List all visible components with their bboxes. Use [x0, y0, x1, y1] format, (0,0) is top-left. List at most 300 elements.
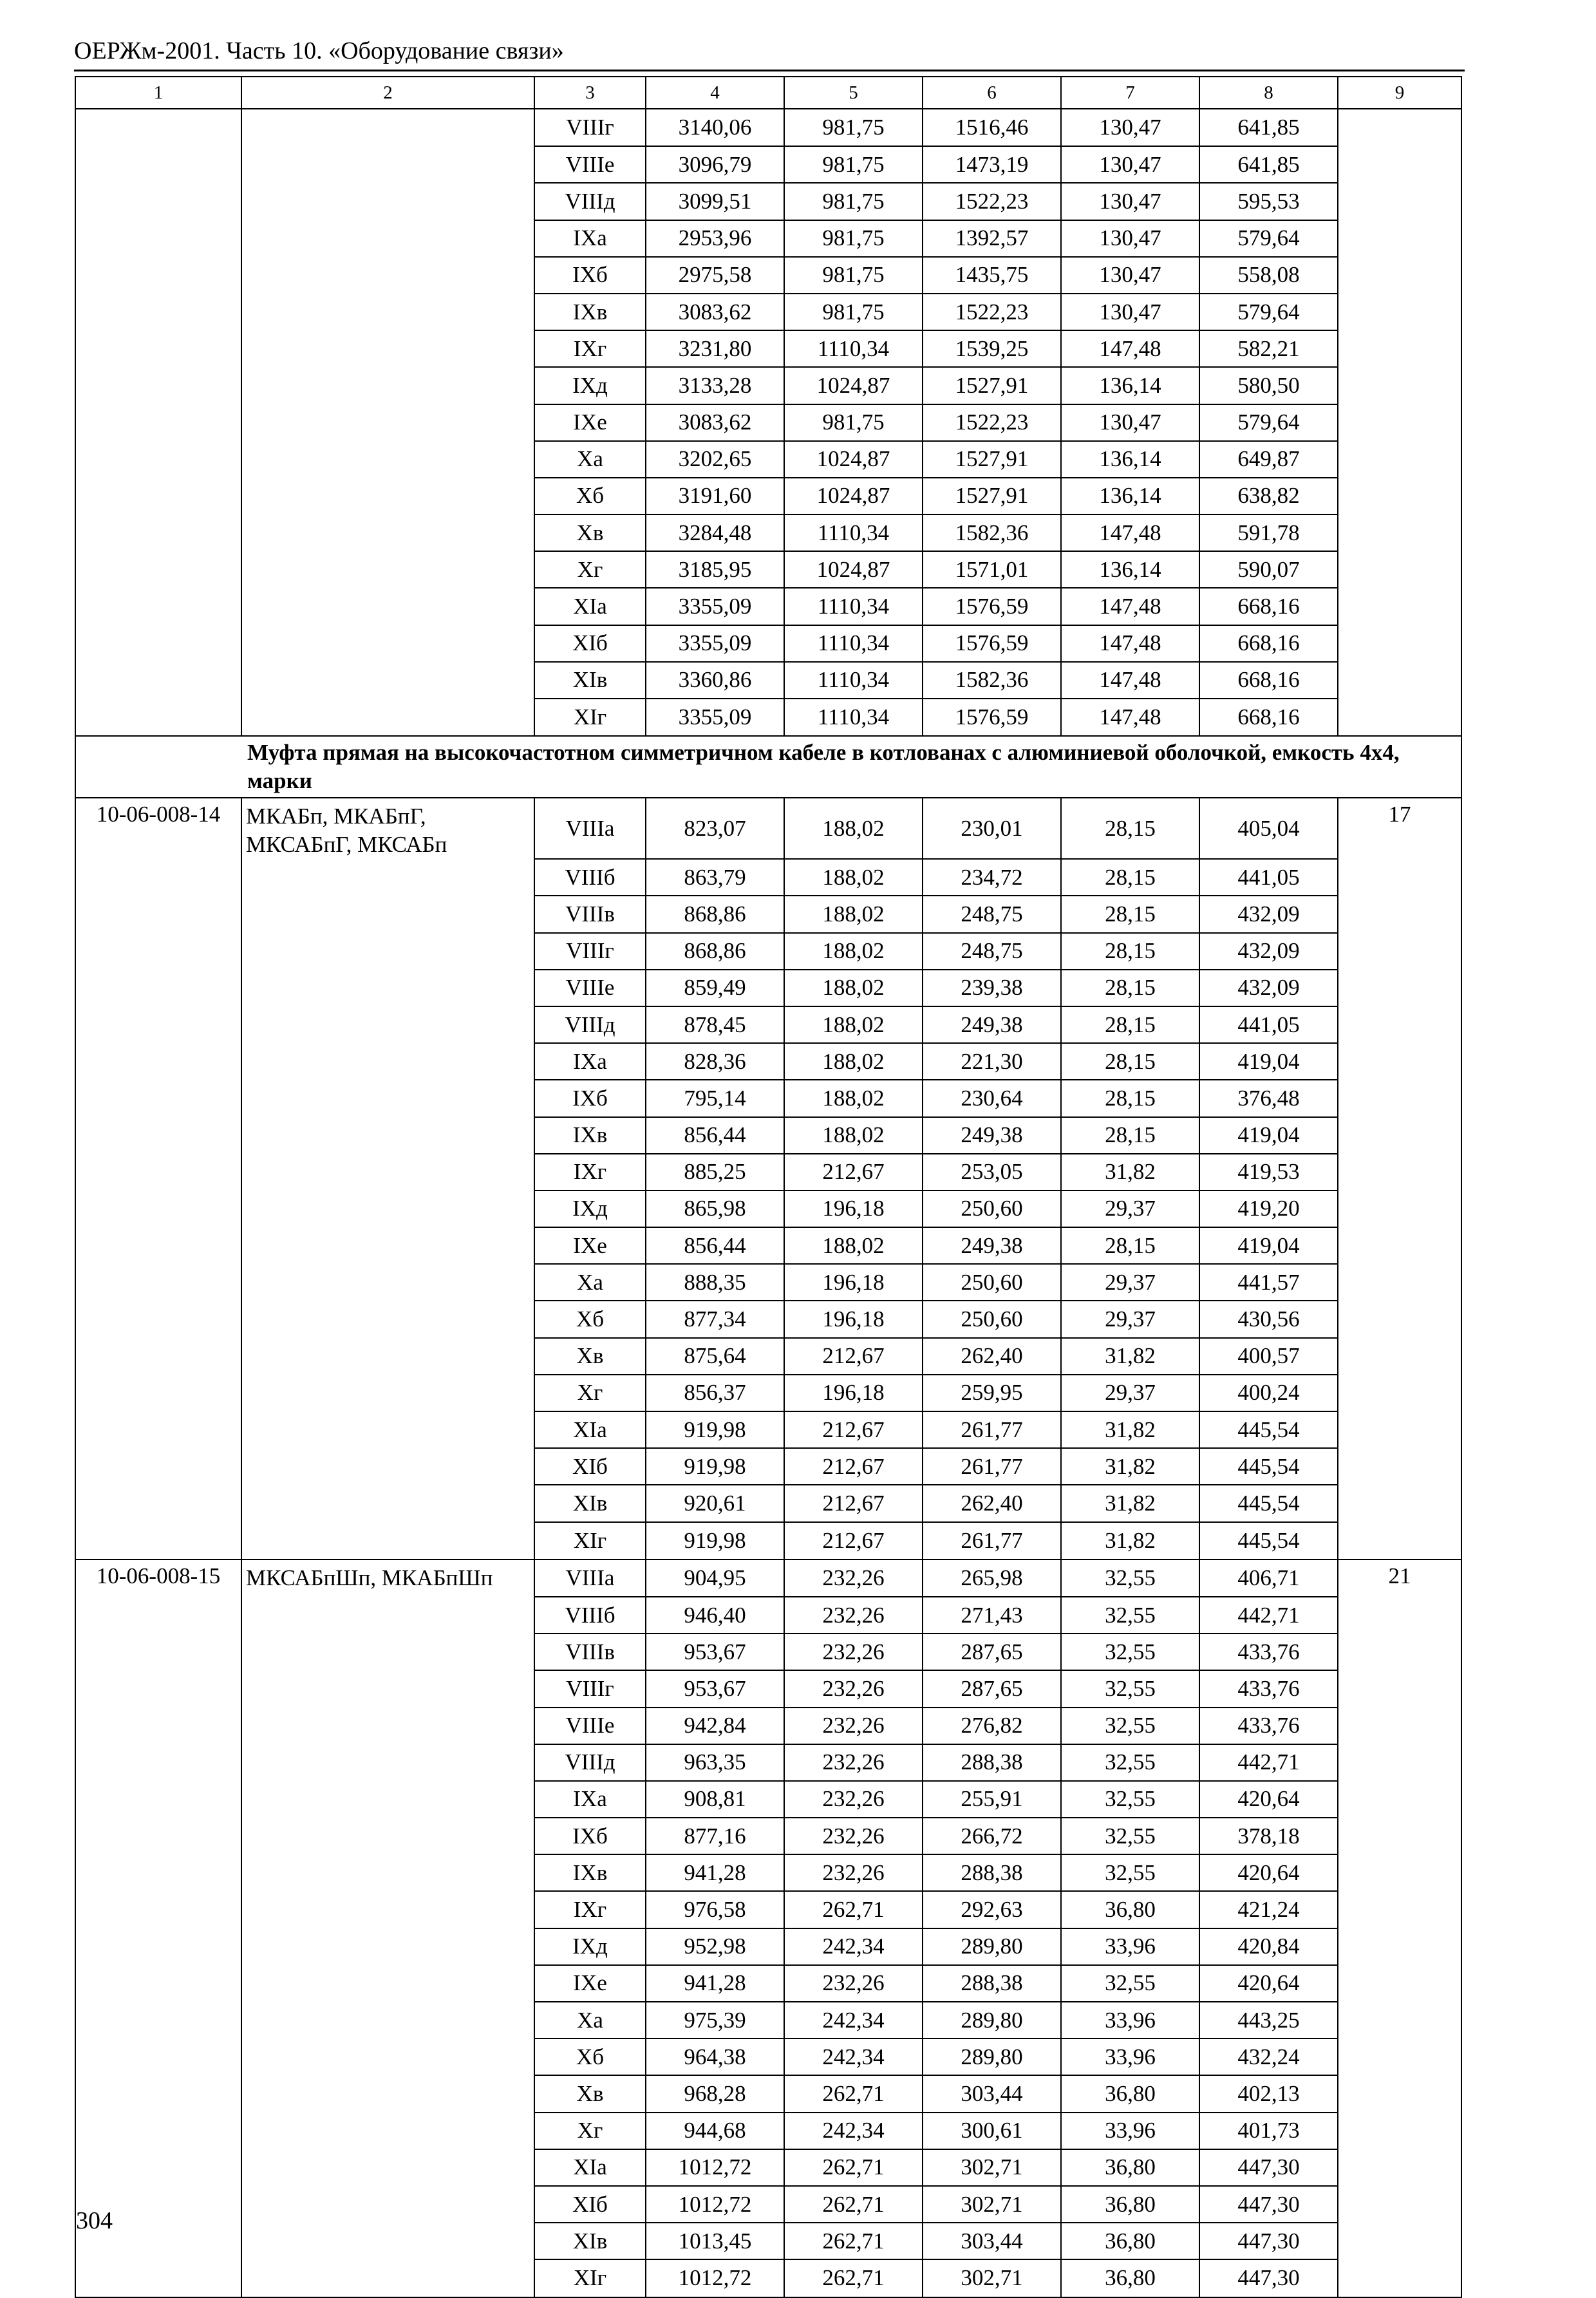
direct-costs-cell: 3202,65 [646, 441, 784, 478]
materials-cell: 638,82 [1199, 478, 1338, 514]
code-cell-empty [75, 588, 241, 625]
machinist-wages-cell: 130,47 [1061, 220, 1199, 257]
direct-costs-cell: 3140,06 [646, 109, 784, 146]
table-row [75, 367, 1461, 404]
col9-cell-empty [1338, 662, 1461, 699]
machinist-wages-cell: 136,14 [1061, 551, 1199, 588]
labor-wages-cell: 232,26 [784, 1559, 923, 1597]
col9-cell-empty [1338, 1928, 1461, 1965]
table-row [75, 2186, 1461, 2223]
col9-value: 21 [1338, 1559, 1461, 1597]
code-cell-empty [75, 330, 241, 367]
table-row [75, 588, 1461, 625]
direct-costs-cell: 3191,60 [646, 478, 784, 514]
materials-cell: 419,04 [1199, 1117, 1338, 1154]
col9-cell-empty [1338, 1154, 1461, 1191]
machinist-wages-cell: 33,96 [1061, 2039, 1199, 2075]
table-row [75, 1559, 1461, 1597]
name-cell-empty [241, 1117, 534, 1154]
table-row [75, 2002, 1461, 2039]
direct-costs-cell: 878,45 [646, 1006, 784, 1043]
machinist-wages-cell: 147,48 [1061, 662, 1199, 699]
machinist-wages-cell: 36,80 [1061, 2149, 1199, 2186]
table-row [75, 2149, 1461, 2186]
col9-cell-empty [1338, 2113, 1461, 2149]
direct-costs-cell: 963,35 [646, 1744, 784, 1781]
machine-operation-cell: 255,91 [923, 1781, 1061, 1818]
materials-cell: 430,56 [1199, 1301, 1338, 1337]
name-cell-empty [241, 896, 534, 932]
col9-cell-empty [1338, 1634, 1461, 1670]
direct-costs-cell: 1012,72 [646, 2149, 784, 2186]
labor-wages-cell: 196,18 [784, 1301, 923, 1337]
name-cell-empty [241, 1928, 534, 1965]
zone-cell: Xа [534, 441, 646, 478]
labor-wages-cell: 1024,87 [784, 478, 923, 514]
table-row [75, 1264, 1461, 1301]
machinist-wages-cell: 28,15 [1061, 1117, 1199, 1154]
name-cell-empty [241, 2259, 534, 2297]
labor-wages-cell: 212,67 [784, 1154, 923, 1191]
machinist-wages-cell: 36,80 [1061, 2186, 1199, 2223]
labor-wages-cell: 262,71 [784, 2223, 923, 2259]
machinist-wages-cell: 28,15 [1061, 1043, 1199, 1080]
table-row [75, 2223, 1461, 2259]
direct-costs-cell: 3360,86 [646, 662, 784, 699]
table-row [75, 1154, 1461, 1191]
materials-cell: 442,71 [1199, 1597, 1338, 1634]
code-cell-empty [75, 1338, 241, 1375]
zone-cell: VIIIд [534, 1744, 646, 1781]
zone-cell: XIг [534, 2259, 646, 2297]
zone-cell: IXд [534, 1928, 646, 1965]
col9-cell-empty [1338, 514, 1461, 551]
code-cell-empty [75, 699, 241, 736]
machine-operation-cell: 221,30 [923, 1043, 1061, 1080]
direct-costs-cell: 944,68 [646, 2113, 784, 2149]
direct-costs-cell: 3099,51 [646, 183, 784, 220]
labor-wages-cell: 242,34 [784, 2002, 923, 2039]
cable-brand-names: МКАБп, МКАБпГ, МКСАБпГ, МКСАБп [241, 798, 534, 859]
machinist-wages-cell: 147,48 [1061, 625, 1199, 662]
labor-wages-cell: 1110,34 [784, 588, 923, 625]
direct-costs-cell: 828,36 [646, 1043, 784, 1080]
table-row [75, 2075, 1461, 2112]
name-cell-empty [241, 441, 534, 478]
name-cell-empty [241, 1301, 534, 1337]
direct-costs-cell: 865,98 [646, 1191, 784, 1227]
machinist-wages-cell: 32,55 [1061, 1634, 1199, 1670]
name-cell-empty [241, 257, 534, 294]
code-cell-empty [75, 896, 241, 932]
labor-wages-cell: 1110,34 [784, 662, 923, 699]
labor-wages-cell: 262,71 [784, 2186, 923, 2223]
labor-wages-cell: 981,75 [784, 146, 923, 183]
materials-cell: 447,30 [1199, 2223, 1338, 2259]
zone-cell: IXа [534, 1781, 646, 1818]
materials-cell: 420,84 [1199, 1928, 1338, 1965]
table-row [75, 109, 1461, 146]
labor-wages-cell: 1024,87 [784, 551, 923, 588]
zone-cell: Xб [534, 2039, 646, 2075]
column-number-cell: 8 [1199, 77, 1338, 109]
materials-cell: 445,54 [1199, 1485, 1338, 1521]
machinist-wages-cell: 31,82 [1061, 1522, 1199, 1559]
machine-operation-cell: 1473,19 [923, 146, 1061, 183]
machinist-wages-cell: 136,14 [1061, 441, 1199, 478]
machine-operation-cell: 292,63 [923, 1891, 1061, 1928]
machine-operation-cell: 249,38 [923, 1117, 1061, 1154]
table-row [75, 441, 1461, 478]
col9-cell-empty [1338, 1006, 1461, 1043]
col9-cell-empty [1338, 970, 1461, 1006]
direct-costs-cell: 975,39 [646, 2002, 784, 2039]
machine-operation-cell: 253,05 [923, 1154, 1061, 1191]
table-row [75, 699, 1461, 736]
table-row [75, 2113, 1461, 2149]
machinist-wages-cell: 147,48 [1061, 699, 1199, 736]
labor-wages-cell: 242,34 [784, 2039, 923, 2075]
materials-cell: 406,71 [1199, 1559, 1338, 1597]
machinist-wages-cell: 130,47 [1061, 257, 1199, 294]
code-cell-empty [75, 1191, 241, 1227]
labor-wages-cell: 981,75 [784, 257, 923, 294]
table-row [75, 933, 1461, 970]
column-number-cell: 5 [784, 77, 923, 109]
name-cell-empty [241, 1043, 534, 1080]
code-cell-empty [75, 294, 241, 330]
materials-cell: 420,64 [1199, 1854, 1338, 1891]
machinist-wages-cell: 32,55 [1061, 1781, 1199, 1818]
name-cell-empty [241, 859, 534, 896]
machinist-wages-cell: 29,37 [1061, 1191, 1199, 1227]
rates-table [75, 76, 1462, 2298]
name-cell-empty [241, 1781, 534, 1818]
labor-wages-cell: 1110,34 [784, 625, 923, 662]
machinist-wages-cell: 32,55 [1061, 1559, 1199, 1597]
table-row [75, 1634, 1461, 1670]
name-cell-empty [241, 220, 534, 257]
column-number-row [75, 77, 1461, 109]
name-cell-empty [241, 1006, 534, 1043]
col9-cell-empty [1338, 1485, 1461, 1521]
col9-cell-empty [1338, 367, 1461, 404]
name-cell-empty [241, 2223, 534, 2259]
machine-operation-cell: 288,38 [923, 1854, 1061, 1891]
col9-cell-empty [1338, 1522, 1461, 1559]
labor-wages-cell: 262,71 [784, 2075, 923, 2112]
table-row [75, 294, 1461, 330]
code-cell-empty [75, 257, 241, 294]
col9-cell-empty [1338, 896, 1461, 932]
code-cell-empty [75, 1781, 241, 1818]
machine-operation-cell: 265,98 [923, 1559, 1061, 1597]
name-cell-empty [241, 1708, 534, 1744]
col9-cell-empty [1338, 1781, 1461, 1818]
machinist-wages-cell: 130,47 [1061, 294, 1199, 330]
zone-cell: IXб [534, 1818, 646, 1854]
labor-wages-cell: 196,18 [784, 1191, 923, 1227]
machinist-wages-cell: 130,47 [1061, 404, 1199, 441]
machine-operation-cell: 1522,23 [923, 294, 1061, 330]
machinist-wages-cell: 32,55 [1061, 1597, 1199, 1634]
name-cell-empty [241, 404, 534, 441]
code-cell-empty [75, 933, 241, 970]
materials-cell: 401,73 [1199, 2113, 1338, 2149]
machinist-wages-cell: 136,14 [1061, 478, 1199, 514]
labor-wages-cell: 188,02 [784, 798, 923, 859]
col9-cell-empty [1338, 2002, 1461, 2039]
labor-wages-cell: 196,18 [784, 1375, 923, 1411]
direct-costs-cell: 941,28 [646, 1965, 784, 2002]
table-row [75, 1080, 1461, 1116]
machine-operation-cell: 262,40 [923, 1338, 1061, 1375]
name-cell-empty [241, 2113, 534, 2149]
zone-cell: IXд [534, 1191, 646, 1227]
zone-cell: XIв [534, 2223, 646, 2259]
col9-cell-empty [1338, 330, 1461, 367]
machinist-wages-cell: 36,80 [1061, 2075, 1199, 2112]
machinist-wages-cell: 28,15 [1061, 859, 1199, 896]
labor-wages-cell: 232,26 [784, 1634, 923, 1670]
materials-cell: 432,24 [1199, 2039, 1338, 2075]
table-row [75, 257, 1461, 294]
materials-cell: 579,64 [1199, 404, 1338, 441]
zone-cell: IXа [534, 1043, 646, 1080]
zone-cell: IXб [534, 257, 646, 294]
name-cell-empty [241, 625, 534, 662]
code-cell-empty [75, 109, 241, 146]
direct-costs-cell: 3133,28 [646, 367, 784, 404]
labor-wages-cell: 981,75 [784, 183, 923, 220]
code-cell-empty [75, 2149, 241, 2186]
code-cell-empty [75, 478, 241, 514]
labor-wages-cell: 981,75 [784, 404, 923, 441]
code-cell-empty [75, 1597, 241, 1634]
col9-cell-empty [1338, 2186, 1461, 2223]
machine-operation-cell: 1527,91 [923, 367, 1061, 404]
labor-wages-cell: 188,02 [784, 896, 923, 932]
materials-cell: 445,54 [1199, 1448, 1338, 1485]
zone-cell: Xб [534, 1301, 646, 1337]
code-cell-empty [75, 1522, 241, 1559]
labor-wages-cell: 981,75 [784, 294, 923, 330]
col9-cell-empty [1338, 1818, 1461, 1854]
col9-cell-empty [1338, 1264, 1461, 1301]
col9-cell-empty [1338, 1891, 1461, 1928]
code-cell-empty [75, 1043, 241, 1080]
machine-operation-cell: 261,77 [923, 1522, 1061, 1559]
table-row [75, 2039, 1461, 2075]
code-cell-empty [75, 404, 241, 441]
col9-cell-empty [1338, 183, 1461, 220]
code-cell-empty [75, 1264, 241, 1301]
zone-cell: XIв [534, 1485, 646, 1521]
table-row [75, 551, 1461, 588]
machinist-wages-cell: 36,80 [1061, 2223, 1199, 2259]
machinist-wages-cell: 31,82 [1061, 1411, 1199, 1448]
materials-cell: 668,16 [1199, 662, 1338, 699]
name-cell-empty [241, 1227, 534, 1264]
materials-cell: 441,05 [1199, 859, 1338, 896]
machine-operation-cell: 1539,25 [923, 330, 1061, 367]
code-cell-empty [75, 1854, 241, 1891]
labor-wages-cell: 242,34 [784, 1928, 923, 1965]
machine-operation-cell: 259,95 [923, 1375, 1061, 1411]
zone-cell: IXв [534, 294, 646, 330]
zone-cell: IXа [534, 220, 646, 257]
code-cell-empty [75, 1818, 241, 1854]
table-row [75, 1485, 1461, 1521]
col9-cell-empty [1338, 1375, 1461, 1411]
direct-costs-cell: 856,44 [646, 1117, 784, 1154]
name-cell-empty [241, 146, 534, 183]
materials-cell: 641,85 [1199, 109, 1338, 146]
cable-brand-names: МКСАБпШп, МКАБпШп [241, 1559, 534, 1597]
zone-cell: IXе [534, 404, 646, 441]
col9-cell-empty [1338, 404, 1461, 441]
col9-cell-empty [1338, 146, 1461, 183]
name-cell-empty [241, 330, 534, 367]
machine-operation-cell: 288,38 [923, 1965, 1061, 2002]
machine-operation-cell: 287,65 [923, 1670, 1061, 1707]
zone-cell: VIIIе [534, 1708, 646, 1744]
col9-cell-empty [1338, 1448, 1461, 1485]
machinist-wages-cell: 130,47 [1061, 109, 1199, 146]
materials-cell: 579,64 [1199, 220, 1338, 257]
labor-wages-cell: 1110,34 [784, 699, 923, 736]
name-cell-empty [241, 1744, 534, 1781]
code-cell-empty [75, 1080, 241, 1116]
machinist-wages-cell: 32,55 [1061, 1708, 1199, 1744]
code-cell-empty [75, 1411, 241, 1448]
machinist-wages-cell: 32,55 [1061, 1744, 1199, 1781]
name-cell-empty [241, 478, 534, 514]
name-cell-empty [241, 2186, 534, 2223]
machinist-wages-cell: 31,82 [1061, 1154, 1199, 1191]
name-cell-empty [241, 2002, 534, 2039]
rate-code: 10-06-008-15 [75, 1559, 241, 1597]
rates-table-container [75, 76, 1461, 2298]
code-cell-empty [75, 625, 241, 662]
table-row [75, 1597, 1461, 1634]
direct-costs-cell: 3083,62 [646, 294, 784, 330]
col9-cell-empty [1338, 699, 1461, 736]
col9-cell-empty [1338, 2149, 1461, 2186]
machinist-wages-cell: 31,82 [1061, 1448, 1199, 1485]
name-cell-empty [241, 1264, 534, 1301]
direct-costs-cell: 885,25 [646, 1154, 784, 1191]
zone-cell: VIIIа [534, 1559, 646, 1597]
zone-cell: XIв [534, 662, 646, 699]
machine-operation-cell: 303,44 [923, 2075, 1061, 2112]
labor-wages-cell: 212,67 [784, 1485, 923, 1521]
page-number: 304 [76, 2207, 113, 2234]
labor-wages-cell: 212,67 [784, 1338, 923, 1375]
machinist-wages-cell: 28,15 [1061, 933, 1199, 970]
materials-cell: 433,76 [1199, 1634, 1338, 1670]
code-cell-empty [75, 551, 241, 588]
table-row [75, 1854, 1461, 1891]
code-cell-empty [75, 1744, 241, 1781]
labor-wages-cell: 188,02 [784, 933, 923, 970]
labor-wages-cell: 232,26 [784, 1744, 923, 1781]
col9-cell-empty [1338, 2259, 1461, 2297]
col9-cell-empty [1338, 478, 1461, 514]
zone-cell: IXб [534, 1080, 646, 1116]
direct-costs-cell: 919,98 [646, 1448, 784, 1485]
column-number-cell: 1 [75, 77, 241, 109]
machine-operation-cell: 1582,36 [923, 514, 1061, 551]
labor-wages-cell: 188,02 [784, 1080, 923, 1116]
machinist-wages-cell: 33,96 [1061, 1928, 1199, 1965]
direct-costs-cell: 3284,48 [646, 514, 784, 551]
machinist-wages-cell: 32,55 [1061, 1965, 1199, 2002]
machine-operation-cell: 1527,91 [923, 478, 1061, 514]
zone-cell: XIг [534, 699, 646, 736]
materials-cell: 443,25 [1199, 2002, 1338, 2039]
materials-cell: 432,09 [1199, 896, 1338, 932]
code-cell-empty [75, 367, 241, 404]
machine-operation-cell: 261,77 [923, 1448, 1061, 1485]
machine-operation-cell: 1516,46 [923, 109, 1061, 146]
labor-wages-cell: 242,34 [784, 2113, 923, 2149]
machine-operation-cell: 262,40 [923, 1485, 1061, 1521]
code-cell-empty [75, 1154, 241, 1191]
column-number-cell: 3 [534, 77, 646, 109]
zone-cell: VIIIг [534, 1670, 646, 1707]
labor-wages-cell: 188,02 [784, 1227, 923, 1264]
col9-cell-empty [1338, 220, 1461, 257]
materials-cell: 419,04 [1199, 1227, 1338, 1264]
labor-wages-cell: 1110,34 [784, 514, 923, 551]
col9-cell-empty [1338, 441, 1461, 478]
machine-operation-cell: 302,71 [923, 2259, 1061, 2297]
materials-cell: 590,07 [1199, 551, 1338, 588]
name-cell-empty [241, 1154, 534, 1191]
direct-costs-cell: 942,84 [646, 1708, 784, 1744]
materials-cell: 441,57 [1199, 1264, 1338, 1301]
code-cell-empty [75, 1928, 241, 1965]
name-cell-empty [241, 1522, 534, 1559]
materials-cell: 400,24 [1199, 1375, 1338, 1411]
table-row [75, 1117, 1461, 1154]
labor-wages-cell: 212,67 [784, 1448, 923, 1485]
direct-costs-cell: 953,67 [646, 1670, 784, 1707]
zone-cell: IXе [534, 1965, 646, 2002]
col9-cell-empty [1338, 294, 1461, 330]
zone-cell: XIа [534, 588, 646, 625]
labor-wages-cell: 1024,87 [784, 367, 923, 404]
column-number-cell: 4 [646, 77, 784, 109]
machine-operation-cell: 1576,59 [923, 625, 1061, 662]
col9-cell-empty [1338, 1301, 1461, 1337]
labor-wages-cell: 981,75 [784, 109, 923, 146]
direct-costs-cell: 2953,96 [646, 220, 784, 257]
code-cell-empty [75, 220, 241, 257]
zone-cell: XIа [534, 2149, 646, 2186]
document-header-title: ОЕРЖм-2001. Часть 10. «Оборудование связи» [74, 37, 564, 64]
machine-operation-cell: 248,75 [923, 933, 1061, 970]
materials-cell: 447,30 [1199, 2149, 1338, 2186]
zone-cell: IXв [534, 1117, 646, 1154]
table-row [75, 859, 1461, 896]
column-number-cell: 6 [923, 77, 1061, 109]
table-row [75, 183, 1461, 220]
name-cell-empty [241, 970, 534, 1006]
materials-cell: 400,57 [1199, 1338, 1338, 1375]
col9-cell-empty [1338, 1411, 1461, 1448]
